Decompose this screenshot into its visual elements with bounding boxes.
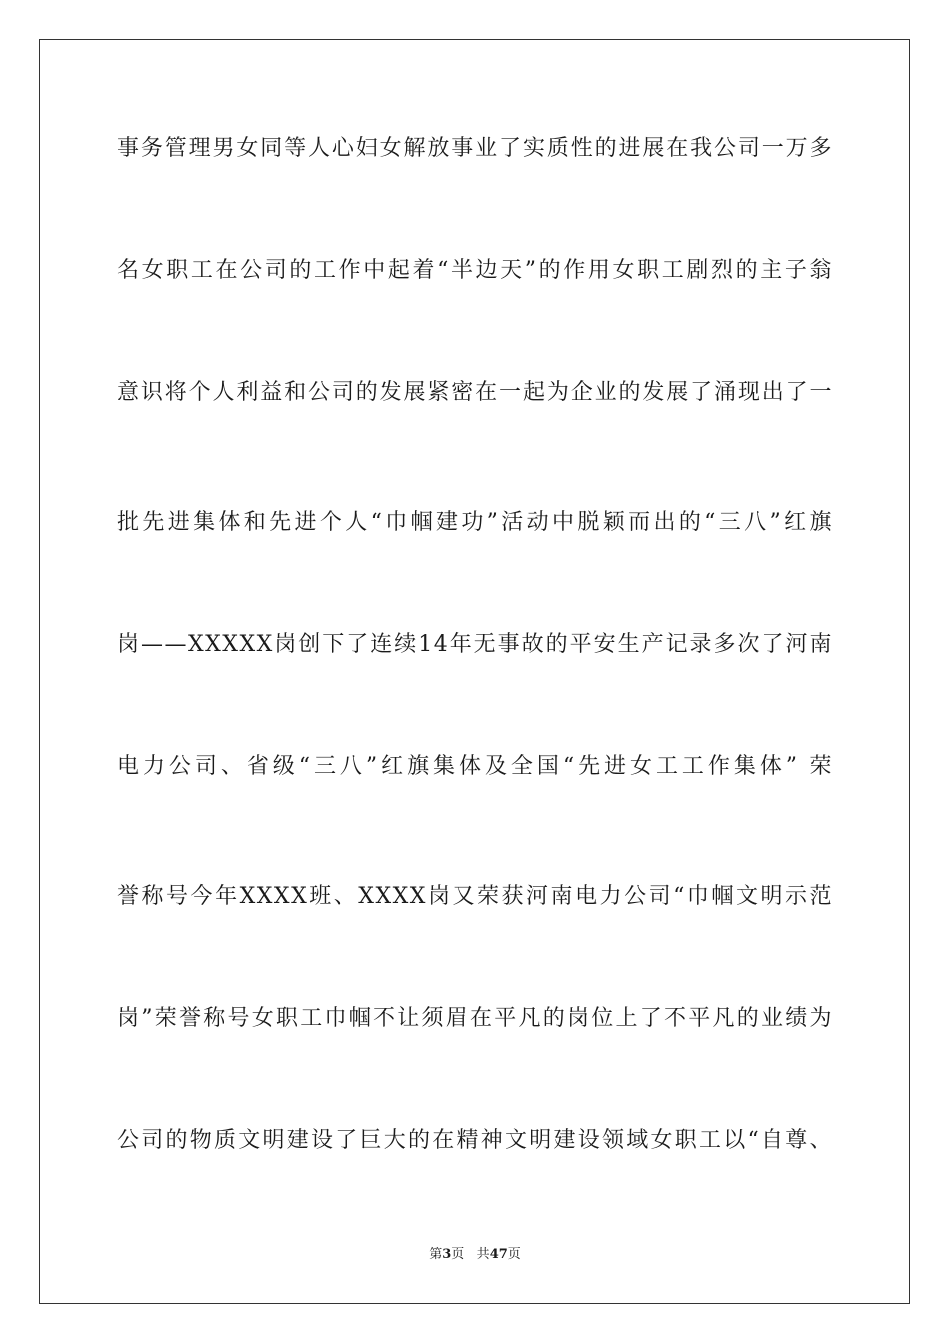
footer-prefix: 第 [429, 1247, 443, 1262]
footer-page-suffix: 页 [451, 1247, 465, 1262]
current-page-number: 3 [442, 1247, 452, 1262]
total-page-count: 47 [489, 1247, 508, 1262]
text-line-9: 公司的物质文明建设了巨大的在精神文明建设领域女职工以“自尊、 [117, 1128, 833, 1153]
text-line-5: 岗——XXXXX岗创下了连续14年无事故的平安生产记录多次了河南 [117, 632, 833, 657]
text-line-8: 岗”荣誉称号女职工巾帼不让须眉在平凡的岗位上了不平凡的业绩为 [117, 1006, 833, 1031]
text-line-7: 誉称号今年XXXX班、XXXX岗又荣获河南电力公司“巾帼文明示范 [117, 884, 833, 909]
footer-total-suffix: 页 [507, 1247, 521, 1262]
text-line-2: 名女职工在公司的工作中起着“半边天”的作用女职工剧烈的主子翁 [117, 258, 833, 283]
text-line-4: 批先进集体和先进个人“巾帼建功”活动中脱颖而出的“三八”红旗 [117, 510, 833, 535]
page-border [39, 39, 910, 1304]
text-line-1: 事务管理男女同等人心妇女解放事业了实质性的进展在我公司一万多 [117, 136, 833, 161]
text-line-3: 意识将个人利益和公司的发展紧密在一起为企业的发展了涌现出了一 [117, 380, 833, 405]
text-line-6: 电力公司、省级“三八”红旗集体及全国“先进女工工作集体” 荣 [117, 754, 833, 779]
footer-total-prefix: 共 [476, 1247, 490, 1262]
page-footer [0, 1246, 950, 1264]
